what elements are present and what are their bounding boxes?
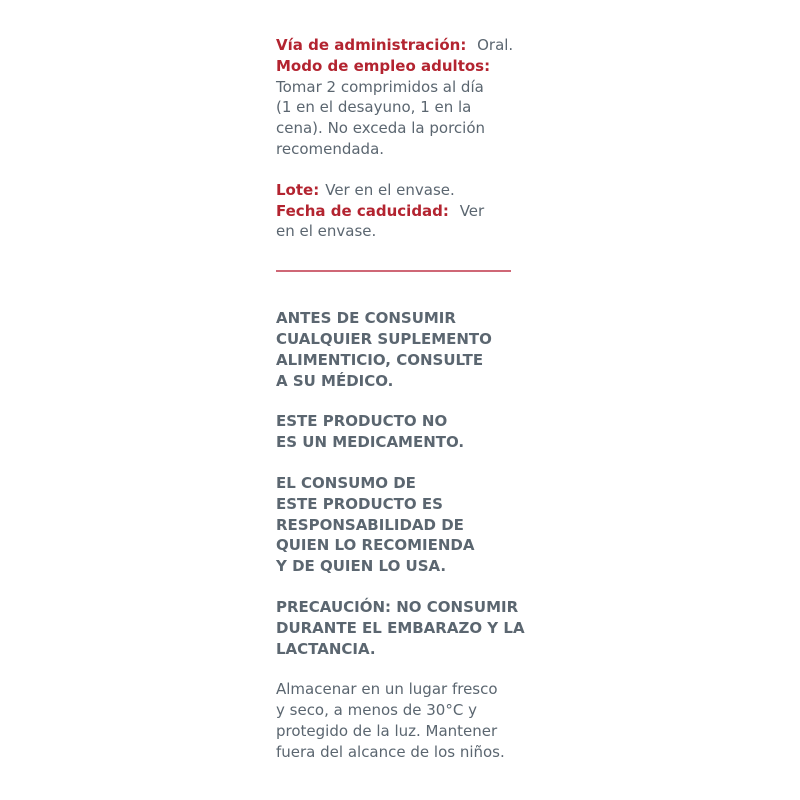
warning-not-medicine: ESTE PRODUCTO NO ES UN MEDICAMENTO.	[276, 412, 465, 452]
administration-section	[276, 35, 566, 160]
route-line	[276, 35, 566, 56]
route-value: Oral.	[477, 36, 514, 54]
usage-text: Tomar 2 comprimidos al día (1 en el desayuno, 1 en la cena). No exceda la porción recomendada.	[276, 77, 486, 158]
warnings-section	[276, 308, 566, 659]
expiry-value: Ver en el envase.	[276, 201, 485, 241]
usage-label: Modo de empleo adultos:	[276, 56, 491, 75]
lot-section	[276, 180, 566, 242]
lot-value: Ver en el envase.	[325, 180, 455, 199]
route-label: Vía de administración:	[276, 36, 467, 54]
warning-pregnancy: PRECAUCIÓN: NO CONSUMIR DURANTE EL EMBARAZO Y LA LACTANCIA.	[276, 597, 525, 658]
expiry-line	[276, 201, 566, 243]
lot-line	[276, 180, 566, 201]
lot-label: Lote:	[276, 180, 320, 199]
label-panel	[276, 35, 566, 778]
warning-consult-doctor: ANTES DE CONSUMIR CUALQUIER SUPLEMENTO ALIMENTICIO, CONSULTE A SU MÉDICO.	[276, 309, 492, 390]
warning-responsibility: EL CONSUMO DE ESTE PRODUCTO ES RESPONSABILIDAD DE QUIEN LO RECOMIENDA Y DE QUIEN LO USA.	[276, 473, 475, 576]
storage-instructions: Almacenar en un lugar fresco y seco, a menos de 30°C y protegido de la luz. Mantener fuera del alcance de los niños.	[276, 680, 505, 761]
expiry-label: Fecha de caducidad:	[276, 201, 449, 220]
separator-line	[276, 270, 511, 272]
